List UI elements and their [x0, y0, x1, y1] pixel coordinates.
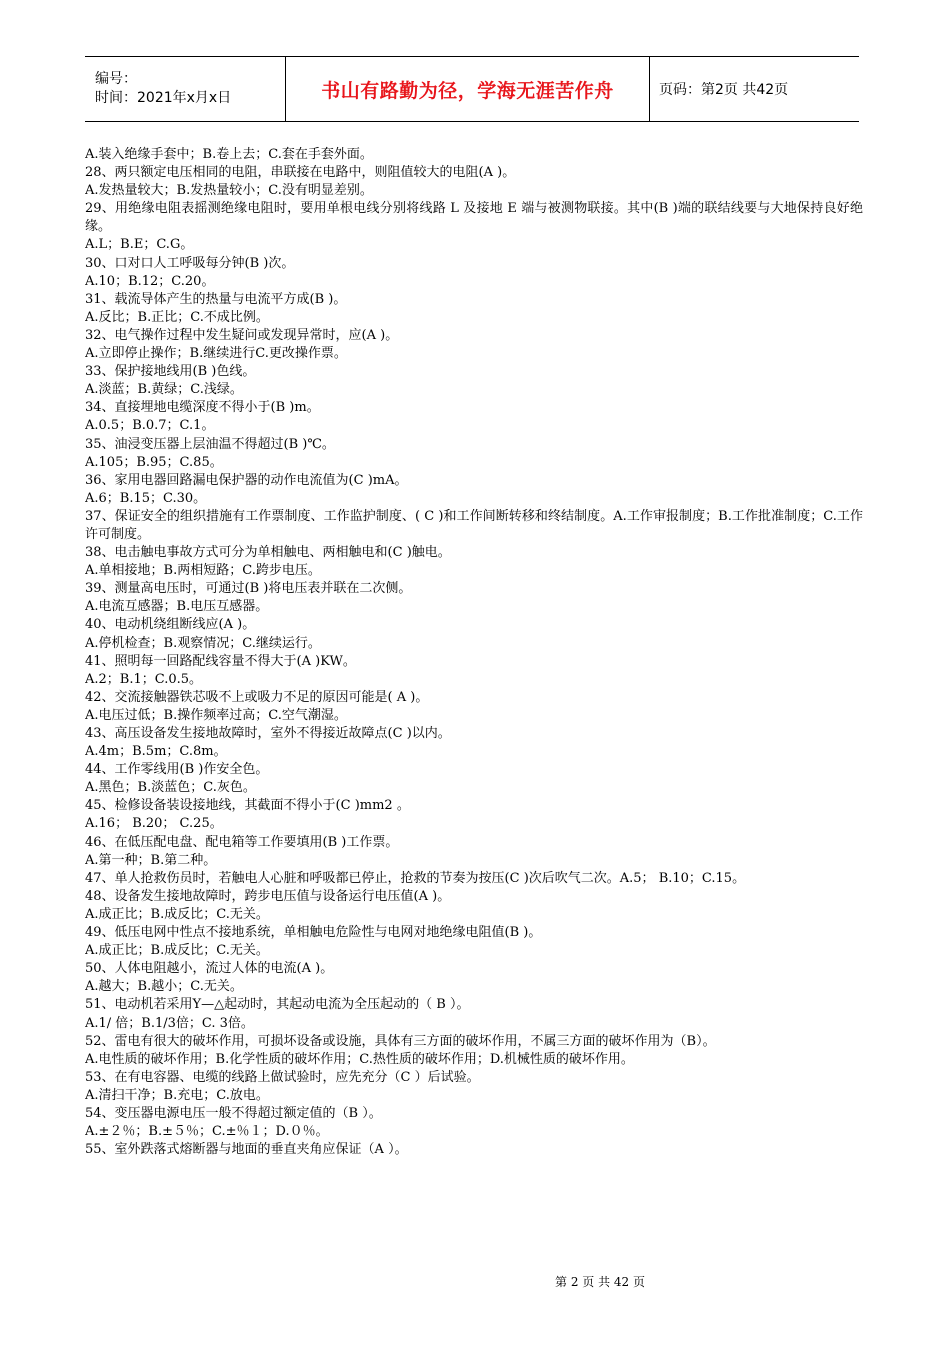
text-line: 43、高压设备发生接地故障时，室外不得接近故障点(C )以内。	[85, 726, 451, 741]
text-line: A.发热量较大；B.发热量较小；C.没有明显差别。	[85, 183, 373, 199]
text-line: A.16； B.20； C.25。	[85, 816, 223, 832]
text-line: A.成正比；B.成反比；C.无关。	[85, 906, 269, 922]
document-body	[85, 146, 863, 1159]
text-line: 33、保护接地线用(B )色线。	[85, 364, 256, 380]
text-line: 53、在有电容器、电缆的线路上做试验时，应先充分（C ）后试验。	[85, 1069, 480, 1085]
text-line: 28、两只额定电压相同的电阻，串联接在电路中，则阻值较大的电阻(A )。	[85, 165, 516, 181]
text-line: A.立即停止操作；B.继续进行C.更改操作票。	[85, 346, 347, 362]
text-line: 29、用绝缘电阻表摇测绝缘电阻时，要用单根电线分别将线路 L 及接地 E 端与被测物联接。其中(B )端的联结线要与大地保持良好绝缘。	[85, 201, 863, 235]
text-line: A.第一种；B.第二种。	[85, 852, 217, 868]
text-line: A.电性质的破坏作用；B.化学性质的破坏作用；C.热性质的破坏作用；D.机械性质的破坏作用。	[85, 1051, 634, 1067]
header-meta	[85, 57, 285, 121]
text-line: A.6；B.15；C.30。	[85, 490, 207, 506]
text-line: 41、照明每一回路配线容量不得大于(A )KW。	[85, 653, 356, 669]
text-line: 42、交流接触器铁芯吸不上或吸力不足的原因可能是( A )。	[85, 689, 429, 705]
text-line: A.装入绝缘手套中；B.卷上去；C.套在手套外面。	[85, 147, 373, 162]
text-line: 45、检修设备装设接地线，其截面不得小于(C )mm2 。	[85, 798, 410, 814]
text-line: A.越大；B.越小；C.无关。	[85, 979, 243, 995]
text-line: 34、直接埋地电缆深度不得小于(B )m。	[85, 400, 320, 416]
header-motto: 书山有路勤为径，学海无涯苦作舟	[321, 79, 614, 102]
text-line: A.电流互感器；B.电压互感器。	[85, 599, 269, 615]
text-line: 48、设备发生接地故障时，跨步电压值与设备运行电压值(A )。	[85, 888, 451, 904]
text-line: A.4m；B.5m；C.8m。	[85, 744, 227, 760]
text-line: A.停机检查；B.观察情况；C.继续运行。	[85, 635, 321, 651]
text-line: 37、保证安全的组织措施有工作票制度、工作监护制度、( C )和工作间断转移和终结制度。A.工作审报制度；B.工作批准制度；C.工作许可制度。	[85, 508, 863, 542]
text-line: A.±２％；B.±５％；C.±％１；D.０％。	[85, 1124, 329, 1140]
text-line: 44、工作零线用(B )作安全色。	[85, 762, 269, 778]
text-line: 50、人体电阻越小，流过人体的电流(A )。	[85, 961, 334, 977]
text-line: 49、低压电网中性点不接地系统，单相触电危险性与电网对地绝缘电阻值(B )。	[85, 925, 542, 941]
text-line: 52、雷电有很大的破坏作用，可损坏设备或设施，具体有三方面的破坏作用，不属三方面的破坏作用为（B）。	[85, 1033, 716, 1049]
text-line: 36、家用电器回路漏电保护器的动作电流值为(C )mA。	[85, 472, 408, 488]
text-line: 51、电动机若采用Y—△起动时，其起动电流为全压起动的（ B ）。	[85, 997, 470, 1013]
text-line: 35、油浸变压器上层油温不得超过(B )℃。	[85, 436, 335, 452]
text-line: 54、变压器电源电压一般不得超过额定值的（B ）。	[85, 1105, 382, 1121]
text-line: 55、室外跌落式熔断器与地面的垂直夹角应保证（A ）。	[85, 1142, 408, 1158]
text-line: A.黑色；B.淡蓝色；C.灰色。	[85, 780, 256, 796]
text-line: A.成正比；B.成反比；C.无关。	[85, 943, 269, 959]
page-header	[85, 56, 859, 122]
header-page-label: 页码：第2页 共42页	[659, 82, 789, 98]
header-motto-cell	[285, 57, 650, 121]
text-line: 39、测量高电压时，可通过(B )将电压表并联在二次侧。	[85, 581, 412, 597]
document-number-label: 编号：	[95, 71, 137, 87]
text-line: A.1/ 倍；B.1/3倍；C. 3倍。	[85, 1015, 254, 1031]
text-line: A.L；B.E；C.G。	[85, 237, 194, 253]
text-line: A.淡蓝；B.黄绿；C.浅绿。	[85, 382, 243, 398]
text-line: 31、载流导体产生的热量与电流平方成(B )。	[85, 291, 347, 307]
document-time-label: 时间：2021年x月x日	[95, 90, 232, 106]
text-line: A.电压过低；B.操作频率过高；C.空气潮湿。	[85, 707, 347, 723]
text-line: A.反比；B.正比；C.不成比例。	[85, 309, 269, 325]
text-line: A.10；B.12；C.20。	[85, 273, 215, 289]
text-line: A.单相接地；B.两相短路；C.跨步电压。	[85, 563, 321, 579]
text-line: A.2；B.1；C.0.5。	[85, 671, 203, 687]
text-line: 32、电气操作过程中发生疑问或发现异常时，应(A )。	[85, 327, 399, 343]
text-line: 46、在低压配电盘、配电箱等工作要填用(B )工作票。	[85, 834, 399, 850]
header-page-cell	[650, 57, 859, 121]
text-line: 47、单人抢救伤员时，若触电人心脏和呼吸都已停止，抢救的节奏为按压(C )次后吹气二次。A.5； B.10；C.15。	[85, 870, 746, 886]
text-line: 38、电击触电事故方式可分为单相触电、两相触电和(C )触电。	[85, 545, 451, 561]
text-line: A.105；B.95；C.85。	[85, 454, 223, 470]
text-line: 30、口对口人工呼吸每分钟(B )次。	[85, 255, 295, 271]
text-line: A.0.5；B.0.7；C.1。	[85, 418, 215, 434]
page-footer: 第 2 页 共 42 页	[555, 1275, 645, 1289]
text-line: 40、电动机绕组断线应(A )。	[85, 617, 256, 633]
text-line: A.清扫干净；B.充电；C.放电。	[85, 1087, 269, 1103]
